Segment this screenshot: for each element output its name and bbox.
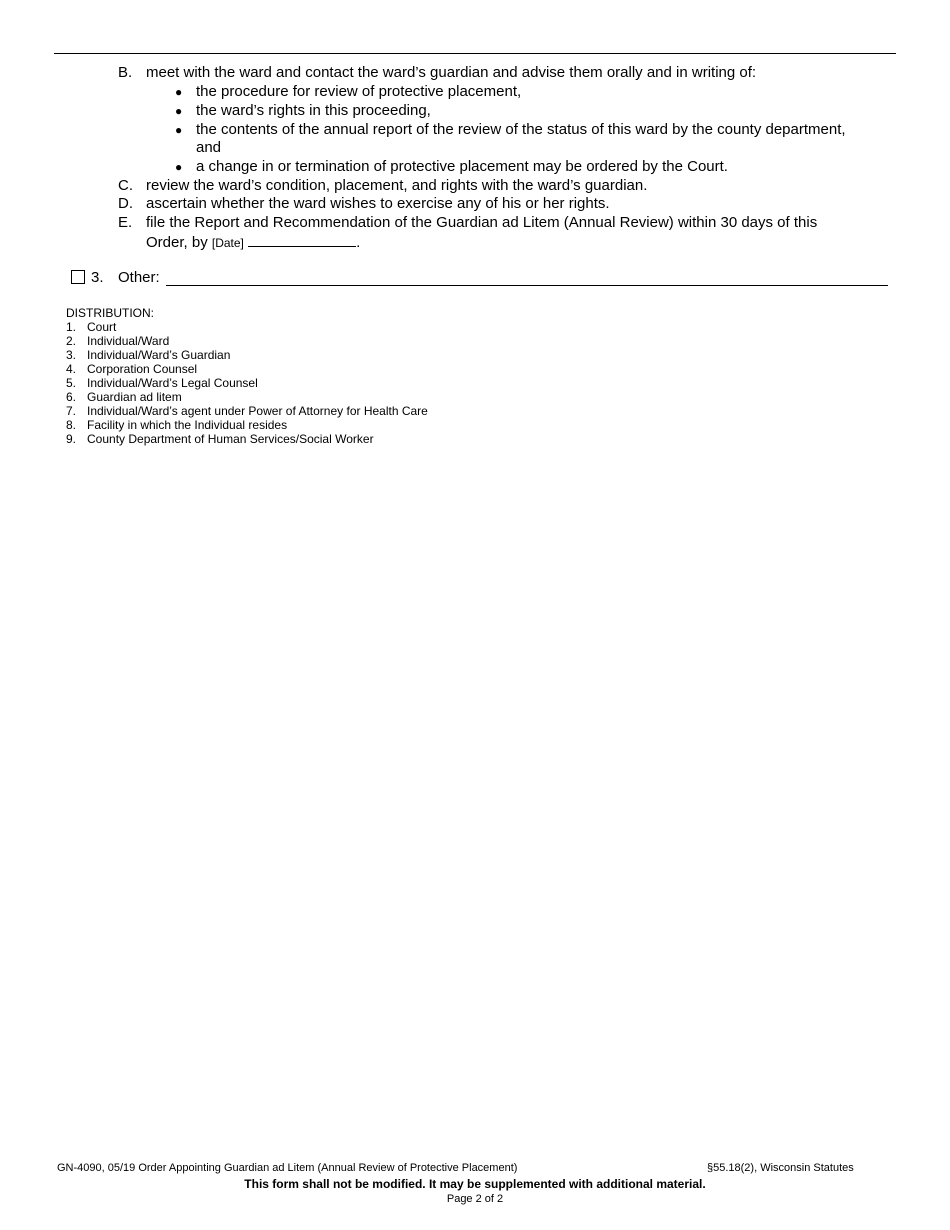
distribution-item: Individual/Ward [87,334,170,348]
section-c-letter: C. [118,177,133,194]
distribution-number: 3. [66,348,77,362]
section-b-letter: B. [118,64,133,81]
footer-form-id: GN-4090, 05/19 Order Appointing Guardian ad Litem (Annual Review of Protective Placement) [57,1162,518,1174]
bullet-text: a change in or termination of protective placement may be ordered by the Court. [196,158,728,175]
bullet-text: the contents of the annual report of the review of the status of this ward by the county department, [196,121,846,138]
section-e-order-by: Order, by [146,234,208,251]
distribution-item: Corporation Counsel [87,362,198,376]
section-b-text: meet with the ward and contact the ward’s guardian and advise them orally and in writing of: [146,64,757,81]
section-d-letter: D. [118,195,133,212]
bullet-text: the ward’s rights in this proceeding, [196,102,431,119]
section-c-text: review the ward’s condition, placement, and rights with the ward’s guardian. [146,177,648,194]
page-number: Page 2 of 2 [446,1193,504,1205]
other-number: 3. [91,269,104,286]
bullet-icon: ● [175,160,183,174]
date-period: . [356,234,361,251]
top-rule [54,53,896,54]
bullet-icon: ● [175,123,183,137]
bullet-icon: ● [175,85,183,99]
distribution-item: County Department of Human Services/Social Worker [87,432,374,446]
date-field[interactable] [248,233,356,247]
bullet-text: and [196,139,222,156]
distribution-item: Individual/Ward’s Guardian [87,348,231,362]
distribution-heading: DISTRIBUTION: [66,306,155,320]
other-field[interactable] [166,285,888,286]
footer-warning: This form shall not be modified. It may be supplemented with additional material. [244,1177,706,1191]
distribution-number: 8. [66,418,77,432]
distribution-number: 2. [66,334,77,348]
distribution-number: 6. [66,390,77,404]
distribution-item: Facility in which the Individual resides [87,418,288,432]
distribution-number: 9. [66,432,77,446]
bullet-text: the procedure for review of protective placement, [196,83,522,100]
distribution-number: 4. [66,362,77,376]
distribution-number: 1. [66,320,77,334]
date-label: [Date] [211,236,244,250]
distribution-item: Court [87,320,117,334]
distribution-item: Guardian ad litem [87,390,182,404]
distribution-item: Individual/Ward’s Legal Counsel [87,376,258,390]
distribution-number: 5. [66,376,77,390]
section-d-text: ascertain whether the ward wishes to exercise any of his or her rights. [146,195,610,212]
footer-statute: §55.18(2), Wisconsin Statutes [707,1162,854,1174]
bullet-icon: ● [175,104,183,118]
other-checkbox[interactable] [71,270,85,284]
distribution-item: Individual/Ward’s agent under Power of Attorney for Health Care [87,404,428,418]
distribution-number: 7. [66,404,77,418]
other-label: Other: [118,269,160,286]
section-e-text: file the Report and Recommendation of the Guardian ad Litem (Annual Review) within 30 days of this [146,214,818,231]
section-e-letter: E. [118,214,133,231]
